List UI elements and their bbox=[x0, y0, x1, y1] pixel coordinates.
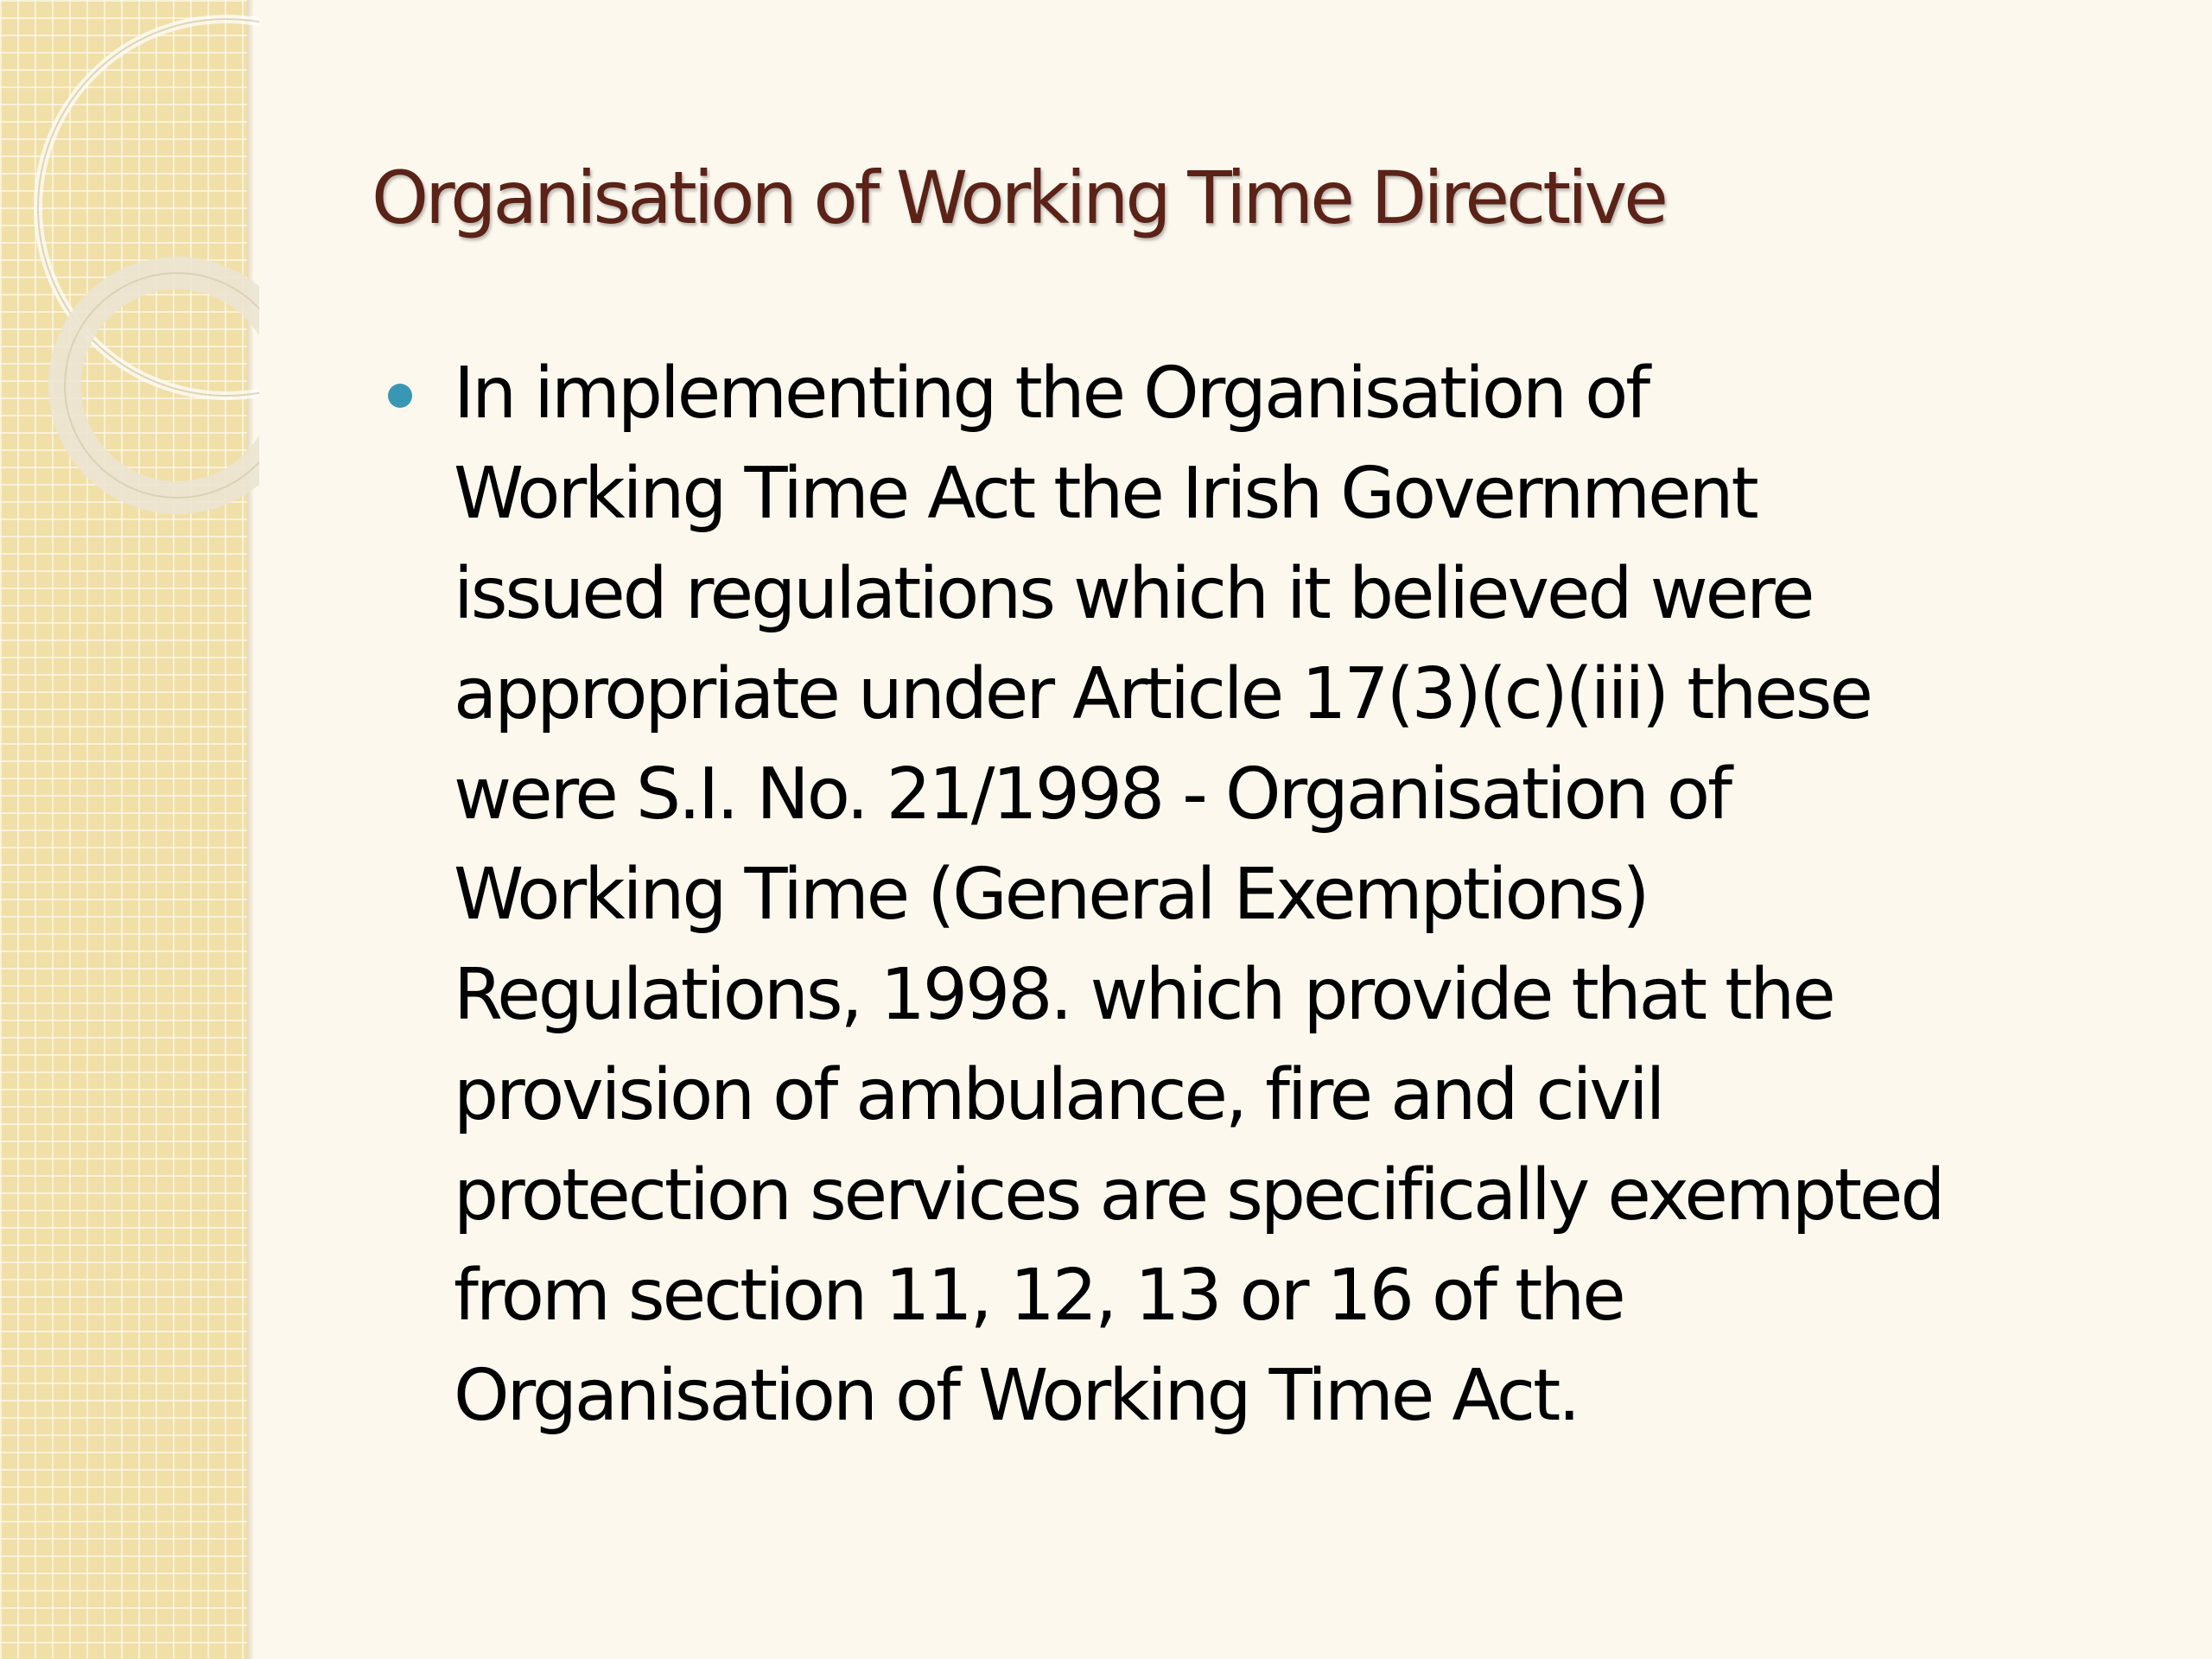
bullet-line: protection services are specifically exempted bbox=[454, 1154, 1943, 1236]
bullet-line: issued regulations which it believed were bbox=[454, 553, 1813, 635]
bullet-line: provision of ambulance, fire and civil bbox=[454, 1054, 1663, 1136]
decorative-rings bbox=[0, 0, 259, 553]
bullet-line: In implementing the Organisation of bbox=[454, 353, 1649, 435]
bullet-line: appropriate under Article 17(3)(c)(iii) these bbox=[454, 653, 1871, 735]
bullet-line: Working Time (General Exemptions) bbox=[454, 854, 1648, 936]
bullet-line: Regulations, 1998. which provide that the bbox=[454, 954, 1834, 1036]
bullet-paragraph bbox=[454, 344, 2182, 1446]
bullet-line: Working Time Act the Irish Government bbox=[454, 453, 1757, 535]
bullet-line: Organisation of Working Time Act. bbox=[454, 1355, 1579, 1437]
bullet-line: from section 11, 12, 13 or 16 of the bbox=[454, 1255, 1624, 1337]
bullet-line: were S.I. No. 21/1998 - Organisation of bbox=[454, 753, 1730, 836]
slide-title: Organisation of Working Time Directive bbox=[372, 156, 1665, 240]
bullet-icon bbox=[388, 384, 412, 408]
